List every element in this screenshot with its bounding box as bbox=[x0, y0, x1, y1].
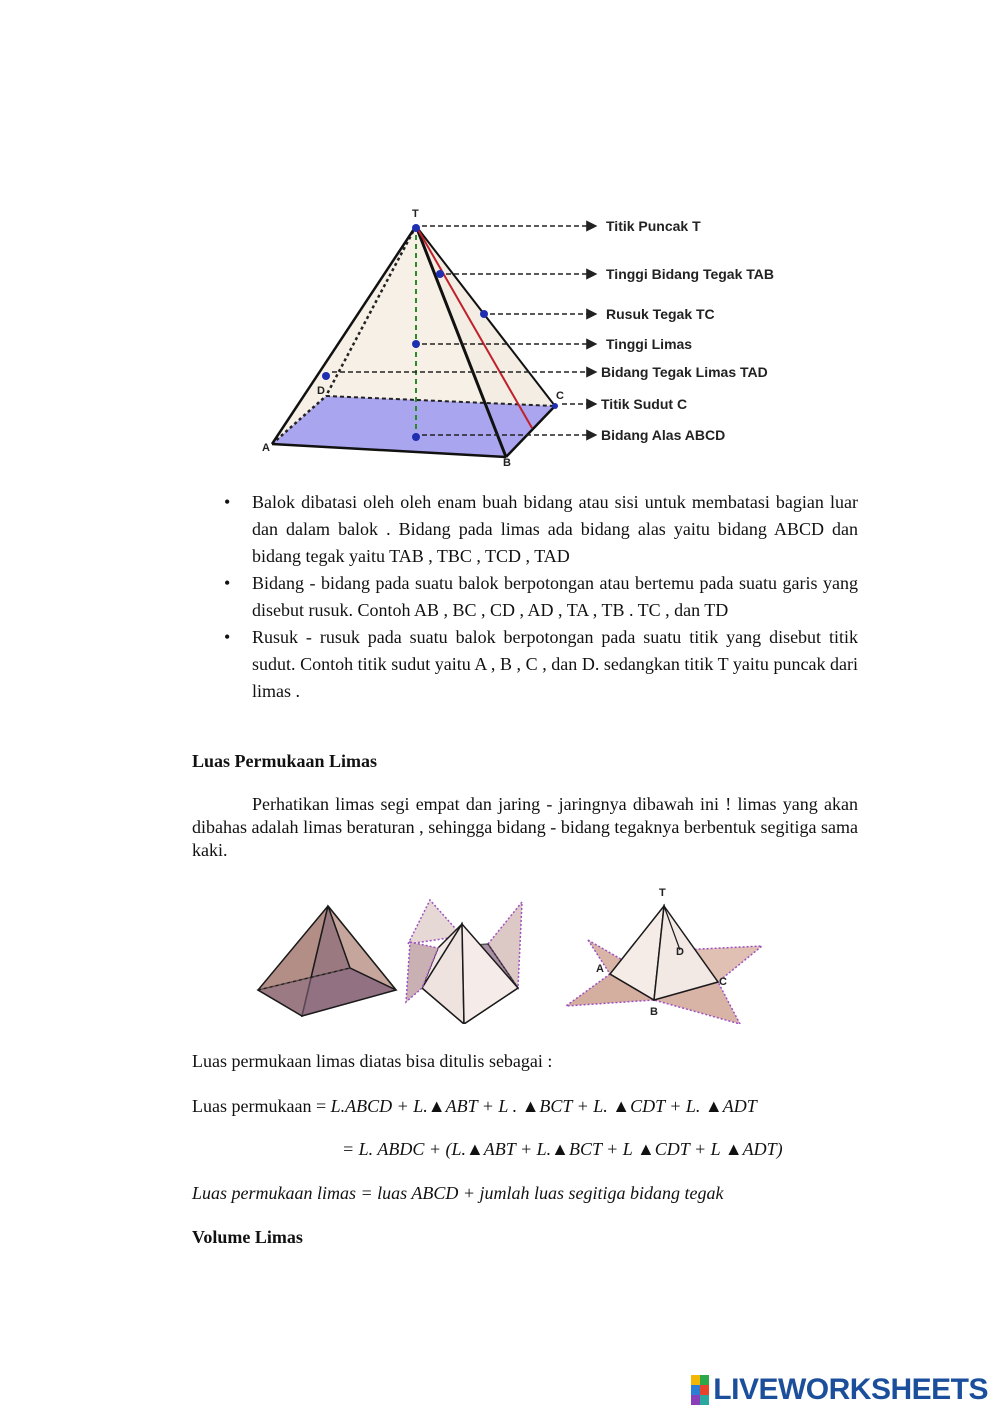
formula-line-3: Luas permukaan limas = luas ABCD + jumlah luas segitiga bidang tegak bbox=[192, 1183, 724, 1203]
section-heading-volume: Volume Limas bbox=[192, 1227, 303, 1247]
dot-base bbox=[412, 433, 420, 441]
formula-line-2: = L. ABDC + (L.▲ABT + L.▲BCT + L ▲CDT + L ▲ADT) bbox=[342, 1139, 783, 1159]
logo-text: LIVEWORKSHEETS bbox=[713, 1373, 988, 1406]
formula-intro: Luas permukaan limas diatas bisa ditulis sebagai : bbox=[192, 1051, 553, 1071]
callout-titik-puncak: Titik Puncak T bbox=[606, 218, 701, 234]
paragraph-luas: Perhatikan limas segi empat dan jaring - jaringnya dibawah ini ! limas yang akan dibahas adalah limas beraturan , sehingga bidang - bidang tegaknya berbentuk segitiga sama kaki. bbox=[192, 794, 858, 860]
section-heading-luas: Luas Permukaan Limas bbox=[192, 751, 378, 771]
dot-T bbox=[412, 224, 420, 232]
label-B: B bbox=[503, 457, 511, 469]
dot-face-height bbox=[436, 270, 444, 278]
bullet-item: • Bidang - bidang pada suatu balok berpotongan atau bertemu pada suatu garis yang disebut rusuk. Contoh AB , BC , CD , AD , TA , TB . TC , dan TD bbox=[192, 570, 858, 624]
label-T: T bbox=[412, 208, 419, 220]
bullet-list bbox=[192, 489, 858, 705]
callout-tinggi-bidang-tegak: Tinggi Bidang Tegak TAB bbox=[606, 266, 774, 282]
callout-tinggi-limas: Tinggi Limas bbox=[606, 336, 693, 352]
callout-titik-sudut: Titik Sudut C bbox=[601, 396, 688, 412]
net-label-A: A bbox=[596, 963, 604, 975]
label-D: D bbox=[317, 385, 325, 397]
net-label-B: B bbox=[650, 1006, 658, 1018]
label-C: C bbox=[556, 390, 564, 402]
callout-rusuk-tegak: Rusuk Tegak TC bbox=[606, 306, 715, 322]
bullet-item: • Balok dibatasi oleh oleh enam buah bidang atau sisi untuk membatasi bagian luar dan dalam balok . Bidang pada limas ada bidang alas yaitu bidang ABCD dan bidang tegak yaitu TAB , TBC , TCD , TAD bbox=[192, 489, 858, 570]
pyramid-diagram bbox=[250, 200, 810, 472]
formula-line-1-prefix: Luas permukaan = bbox=[192, 1096, 331, 1116]
dot-height bbox=[412, 340, 420, 348]
dot-TC bbox=[480, 310, 488, 318]
liveworksheets-logo bbox=[691, 1373, 988, 1407]
net-label-T: T bbox=[659, 887, 666, 899]
pyramid-nets-figure bbox=[250, 884, 780, 1024]
logo-mark-icon bbox=[691, 1375, 709, 1405]
net-label-D: D bbox=[676, 946, 684, 958]
callout-bidang-alas: Bidang Alas ABCD bbox=[601, 427, 726, 443]
bullet-item: • Rusuk - rusuk pada suatu balok berpotongan pada suatu titik yang disebut titik sudut. Contoh titik sudut yaitu A , B , C , dan D. sedangkan titik T yaitu puncak dari limas . bbox=[192, 624, 858, 705]
dot-face-TAD bbox=[322, 372, 330, 380]
callout-bidang-tegak-tad: Bidang Tegak Limas TAD bbox=[601, 364, 768, 380]
dot-C bbox=[552, 403, 558, 409]
label-A: A bbox=[262, 442, 270, 454]
net-label-C: C bbox=[719, 976, 727, 988]
formula-line-1-expr: L.ABCD + L.▲ABT + L . ▲BCT + L. ▲CDT + L. ▲ADT bbox=[330, 1096, 757, 1116]
formula-line-1 bbox=[192, 1094, 757, 1118]
